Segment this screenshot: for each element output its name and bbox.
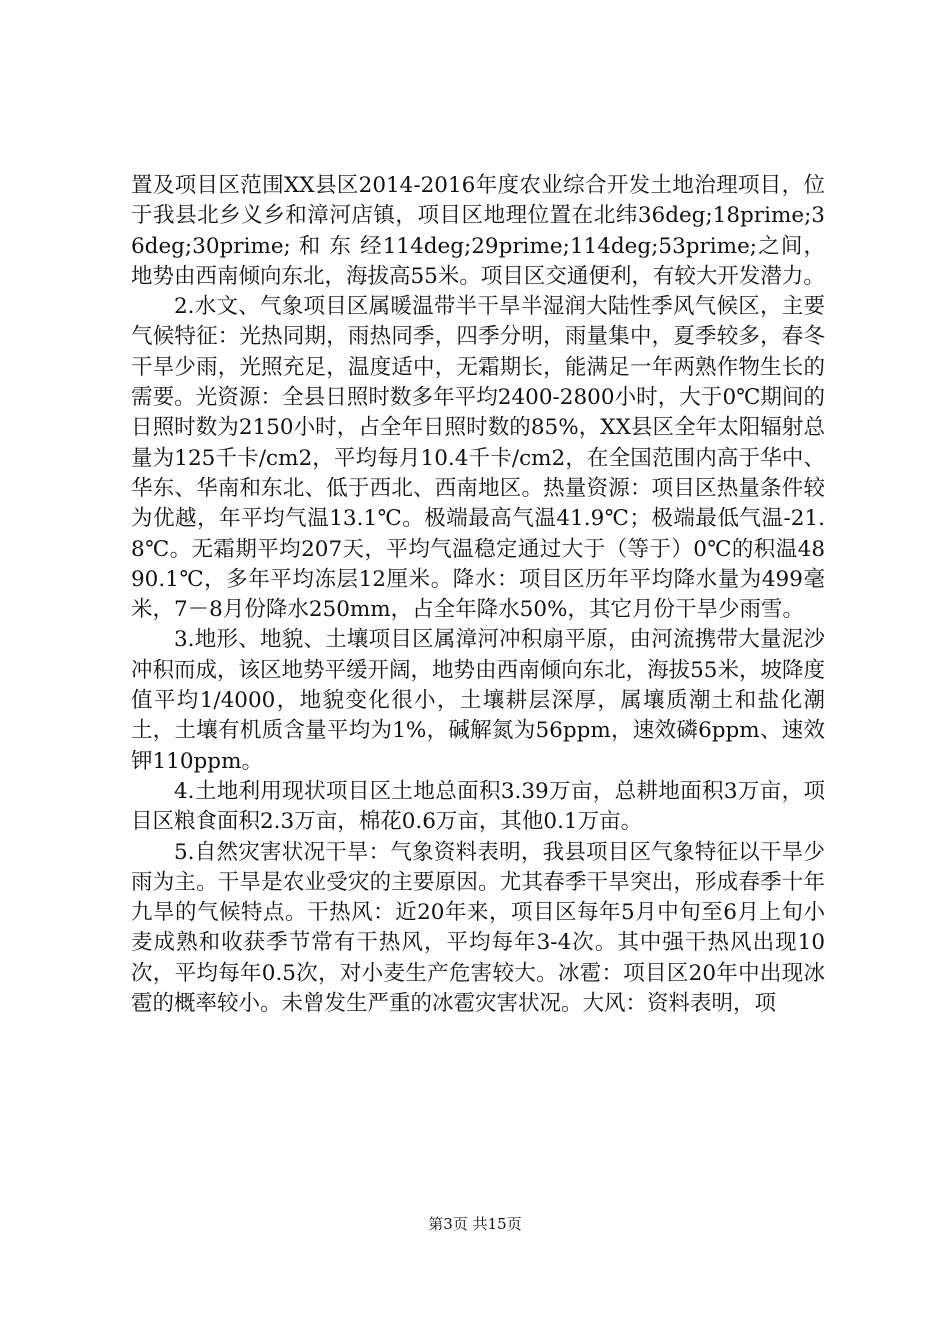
document-body	[131, 171, 825, 1019]
paragraph-land-use: 4.土地利用现状项目区土地总面积3.39万亩，总耕地面积3万亩，项目区粮食面积2.3万亩，棉花0.6万亩，其他0.1万亩。	[131, 778, 825, 835]
paragraph-terrain-soil: 3.地形、地貌、土壤项目区属漳河冲积扇平原，由河流携带大量泥沙冲积而成，该区地势平缓开阔，地势由西南倾向东北，海拔55米，坡降度值平均1/4000，地貌变化很小，土壤耕层深厚，属壤质潮土和盐化潮土，土壤有机质含量平均为1%，碱解氮为56ppm，速效磷6ppm、速效钾110ppm。	[131, 627, 825, 774]
paragraph-location: 置及项目区范围XX县区2014-2016年度农业综合开发土地治理项目，位于我县北乡义乡和漳河店镇，项目区地理位置在北纬36deg;18prime;36deg;30prime; 和 东 经114deg;29prime;114deg;53prime;之间，地势由西南倾向东北，海拔高55米。项目区交通便利，有较大开发潜力。	[131, 173, 825, 289]
paragraph-hydrology-climate: 2.水文、气象项目区属暖温带半干旱半湿润大陆性季风气候区，主要气候特征：光热同期，雨热同季，四季分明，雨量集中，夏季较多，春冬干旱少雨，光照充足，温度适中，无霜期长，能满足一年两熟作物生长的需要。光资源：全县日照时数多年平均2400-2800小时，大于0℃期间的日照时数为2150小时，占全年日照时数的85%，XX县区全年太阳辐射总量为125千卡/cm2，平均每月10.4千卡/cm2，在全国范围内高于华中、华东、华南和东北、低于西北、西南地区。热量资源：项目区热量条件较为优越，年平均气温13.1℃。极端最高气温41.9℃；极端最低气温-21.8℃。无霜期平均207天，平均气温稳定通过大于（等于）0℃的积温4890.1℃，多年平均冻层12厘米。降水：项目区历年平均降水量为499毫米，7－8月份降水250mm，占全年降水50%，其它月份干旱少雨雪。	[131, 294, 825, 623]
page-footer: 第3页 共15页	[428, 1215, 522, 1233]
paragraph-natural-disasters: 5.自然灾害状况干旱：气象资料表明，我县项目区气象特征以干旱少雨为主。干旱是农业受灾的主要原因。尤其春季干旱突出，形成春季十年九旱的气候特点。干热风：近20年来，项目区每年5月中旬至6月上旬小麦成熟和收获季节常有干热风，平均每年3-4次。其中强干热风出现10次，平均每年0.5次，对小麦生产危害较大。冰雹：项目区20年中出现冰雹的概率较小。未曾发生严重的冰雹灾害状况。大风：资料表明，项	[131, 839, 825, 1017]
